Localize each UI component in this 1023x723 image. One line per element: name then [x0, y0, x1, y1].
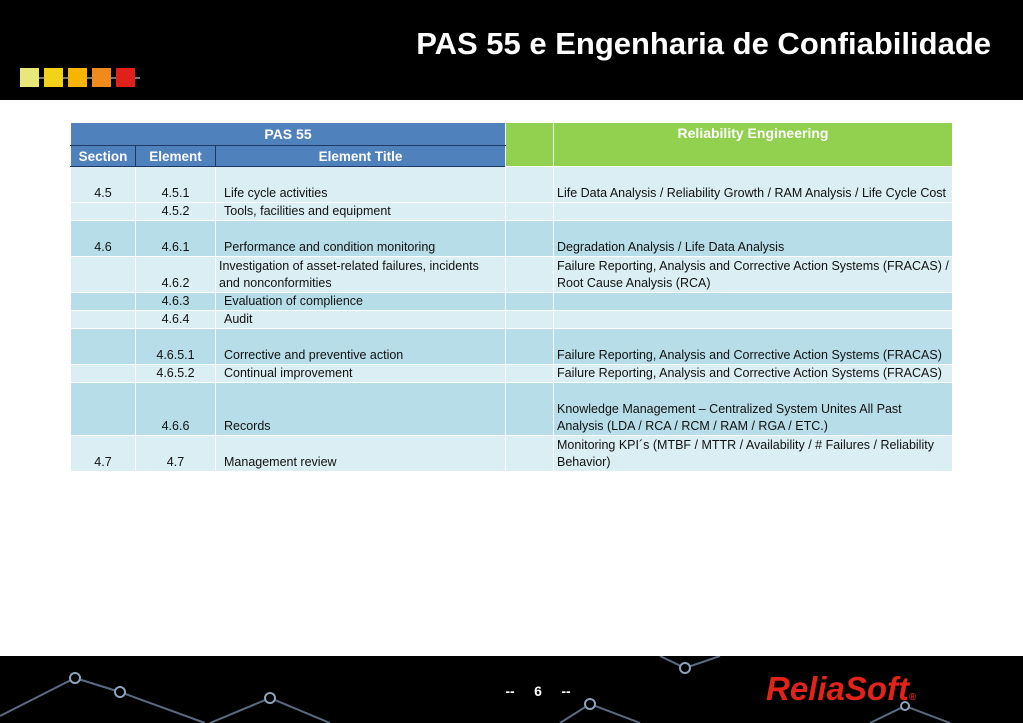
cell-title: Investigation of asset-related failures, incidents and nonconformities	[216, 257, 506, 293]
cell-title: Corrective and preventive action	[216, 329, 506, 365]
logo-text: ReliaSoft	[766, 670, 910, 707]
cell-element: 4.5.1	[136, 167, 216, 203]
table-row	[71, 221, 953, 257]
cell-section	[71, 365, 136, 383]
table-row	[71, 436, 953, 472]
square-1	[20, 68, 39, 87]
column-header-title: Element Title	[216, 146, 506, 167]
cell-reliability: Life Data Analysis / Reliability Growth / RAM Analysis / Life Cycle Cost	[554, 167, 953, 203]
cell-title: Tools, facilities and equipment	[216, 203, 506, 221]
square-2	[44, 68, 63, 87]
table-row	[71, 203, 953, 221]
table-row	[71, 311, 953, 329]
cell-section: 4.7	[71, 436, 136, 472]
page-number: -- 6 --	[505, 683, 571, 699]
cell-element: 4.6.1	[136, 221, 216, 257]
cell-section	[71, 329, 136, 365]
logo-registered-mark: ®	[909, 692, 917, 703]
cell-reliability	[554, 293, 953, 311]
cell-title: Evaluation of complience	[216, 293, 506, 311]
cell-title: Audit	[216, 311, 506, 329]
cell-spacer	[506, 203, 554, 221]
cell-reliability: Failure Reporting, Analysis and Corrective Action Systems (FRACAS) / Root Cause Analysis (RCA)	[554, 257, 953, 293]
table-row	[71, 383, 953, 436]
column-header-element: Element	[136, 146, 216, 167]
spacer-header	[506, 123, 554, 167]
cell-element: 4.7	[136, 436, 216, 472]
cell-element: 4.6.4	[136, 311, 216, 329]
cell-spacer	[506, 329, 554, 365]
cell-section	[71, 257, 136, 293]
cell-spacer	[506, 365, 554, 383]
cell-spacer	[506, 436, 554, 472]
cell-section: 4.5	[71, 167, 136, 203]
square-5	[116, 68, 135, 87]
cell-element: 4.5.2	[136, 203, 216, 221]
square-3	[68, 68, 87, 87]
table-row	[71, 293, 953, 311]
cell-section	[71, 383, 136, 436]
table-row	[71, 167, 953, 203]
reliability-engineering-header: Reliability Engineering	[554, 123, 953, 167]
table-row	[71, 365, 953, 383]
reliasoft-logo	[766, 670, 916, 708]
pas55-reliability-table	[70, 122, 953, 472]
cell-title: Records	[216, 383, 506, 436]
cell-spacer	[506, 383, 554, 436]
cell-reliability: Failure Reporting, Analysis and Corrective Action Systems (FRACAS)	[554, 365, 953, 383]
cell-title: Management review	[216, 436, 506, 472]
slide-title: PAS 55 e Engenharia de Confiabilidade	[416, 26, 991, 61]
cell-element: 4.6.5.1	[136, 329, 216, 365]
cell-element: 4.6.3	[136, 293, 216, 311]
square-4	[92, 68, 111, 87]
cell-section	[71, 311, 136, 329]
color-squares-decoration	[20, 68, 140, 88]
table-row	[71, 257, 953, 293]
cell-title: Life cycle activities	[216, 167, 506, 203]
cell-spacer	[506, 257, 554, 293]
cell-section	[71, 293, 136, 311]
cell-spacer	[506, 221, 554, 257]
cell-spacer	[506, 167, 554, 203]
cell-element: 4.6.2	[136, 257, 216, 293]
header-bar	[0, 0, 1023, 100]
table-row	[71, 329, 953, 365]
cell-title: Performance and condition monitoring	[216, 221, 506, 257]
cell-reliability: Degradation Analysis / Life Data Analysis	[554, 221, 953, 257]
cell-section: 4.6	[71, 221, 136, 257]
cell-reliability: Failure Reporting, Analysis and Corrective Action Systems (FRACAS)	[554, 329, 953, 365]
cell-reliability	[554, 203, 953, 221]
cell-element: 4.6.5.2	[136, 365, 216, 383]
cell-title: Continual improvement	[216, 365, 506, 383]
cell-section	[71, 203, 136, 221]
cell-reliability: Knowledge Management – Centralized System Unites All Past Analysis (LDA / RCA / RCM / RAM / RGA / ETC.)	[554, 383, 953, 436]
cell-element: 4.6.6	[136, 383, 216, 436]
pas55-group-header: PAS 55	[71, 123, 506, 146]
cell-spacer	[506, 311, 554, 329]
cell-reliability	[554, 311, 953, 329]
cell-reliability: Monitoring KPI´s (MTBF / MTTR / Availability / # Failures / Reliability Behavior)	[554, 436, 953, 472]
cell-spacer	[506, 293, 554, 311]
column-header-section: Section	[71, 146, 136, 167]
